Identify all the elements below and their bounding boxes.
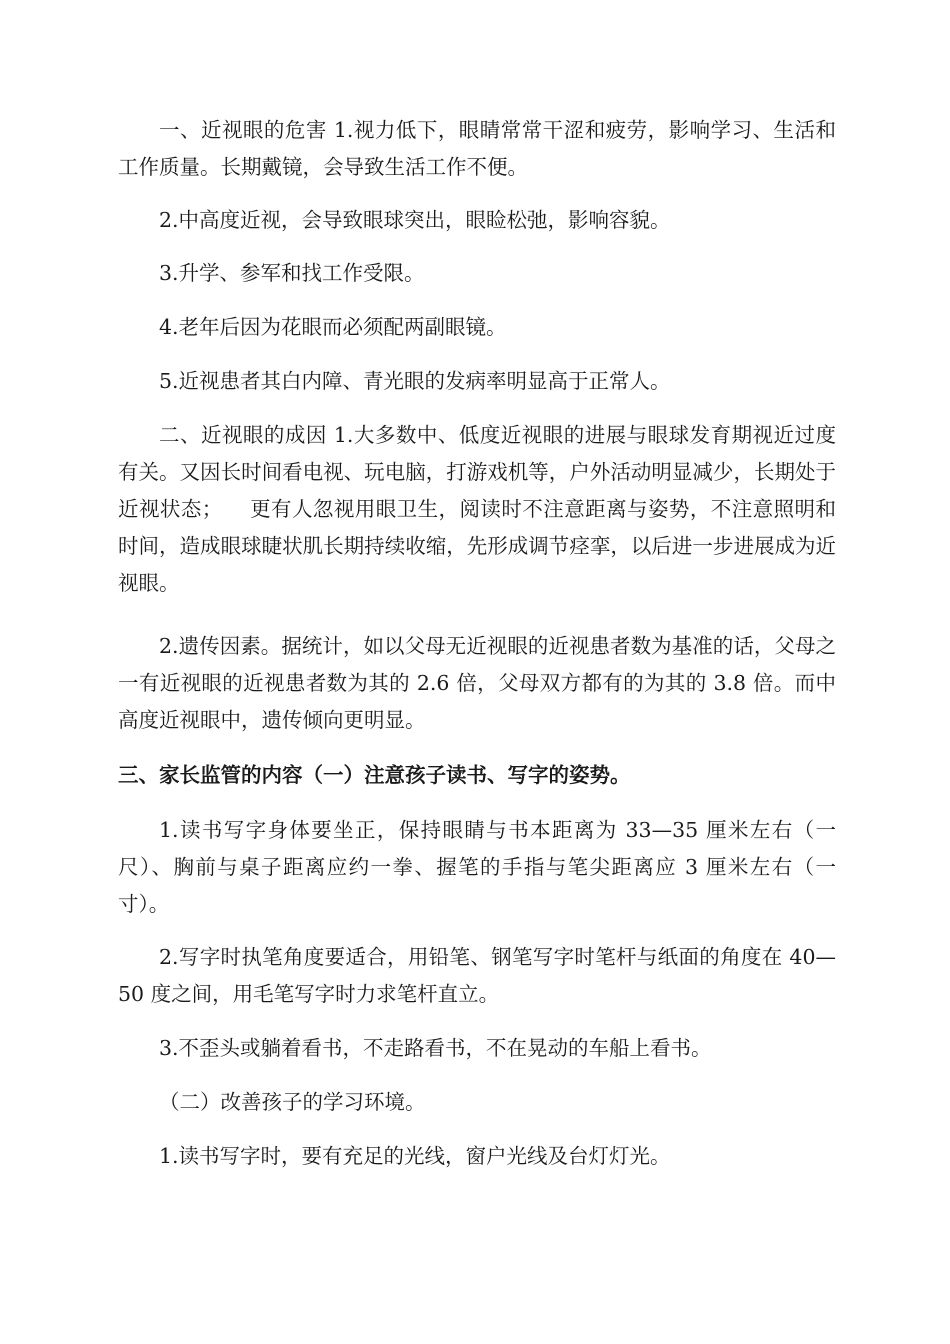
paragraph-harm-5: 5.近视患者其白内障、青光眼的发病率明显高于正常人。 (159, 369, 671, 393)
paragraph-harm-4: 4.老年后因为花眼而必须配两副眼镜。 (159, 315, 507, 339)
paragraph-harm-2: 2.中高度近视，会导致眼球突出，眼睑松弛，影响容貌。 (159, 208, 671, 232)
paragraph-myopia-harms: 一、近视眼的危害 1.视力低下，眼睛常常干涩和疲劳，影响学习、生活和工作质量。长期戴镜，会导致生活工作不便。 (118, 118, 836, 179)
paragraph-posture-3: 3.不歪头或躺着看书，不走路看书，不在晃动的车船上看书。 (159, 1036, 712, 1060)
paragraph-myopia-causes: 二、近视眼的成因 1.大多数中、低度近视眼的进展与眼球发育期视近过度有关。又因长时间看电视、玩电脑，打游戏机等，户外活动明显减少，长期处于近视状态； 更有人忽视用眼卫生，阅读时不注意距离与姿势，不注意照明和时间，造成眼球睫状肌长期持续收缩，先形成调节痉挛，以后进一步进展成为近视眼。 (118, 423, 836, 595)
paragraph-harm-3: 3.升学、参军和找工作受限。 (159, 261, 425, 285)
subheading-study-environment: （二）改善孩子的学习环境。 (159, 1090, 426, 1114)
paragraph-cause-heredity: 2.遗传因素。据统计，如以父母无近视眼的近视患者数为基准的话，父母之一有近视眼的近视患者数为其的 2.6 倍，父母双方都有的为其的 3.8 倍。而中高度近视眼中，遗传倾向更明显。 (118, 634, 836, 732)
section-heading-parental-supervision: 三、家长监管的内容（一）注意孩子读书、写字的姿势。 (118, 763, 631, 787)
paragraph-posture-1: 1.读书写字身体要坐正，保持眼睛与书本距离为 33—35 厘米左右（一尺）、胸前与桌子距离应约一拳、握笔的手指与笔尖距离应 3 厘米左右（一寸）。 (118, 818, 836, 916)
paragraph-environment-1: 1.读书写字时，要有充足的光线，窗户光线及台灯灯光。 (159, 1144, 671, 1168)
paragraph-posture-2: 2.写字时执笔角度要适合，用铅笔、钢笔写字时笔杆与纸面的角度在 40—50 度之间，用毛笔写字时力求笔杆直立。 (118, 945, 836, 1006)
